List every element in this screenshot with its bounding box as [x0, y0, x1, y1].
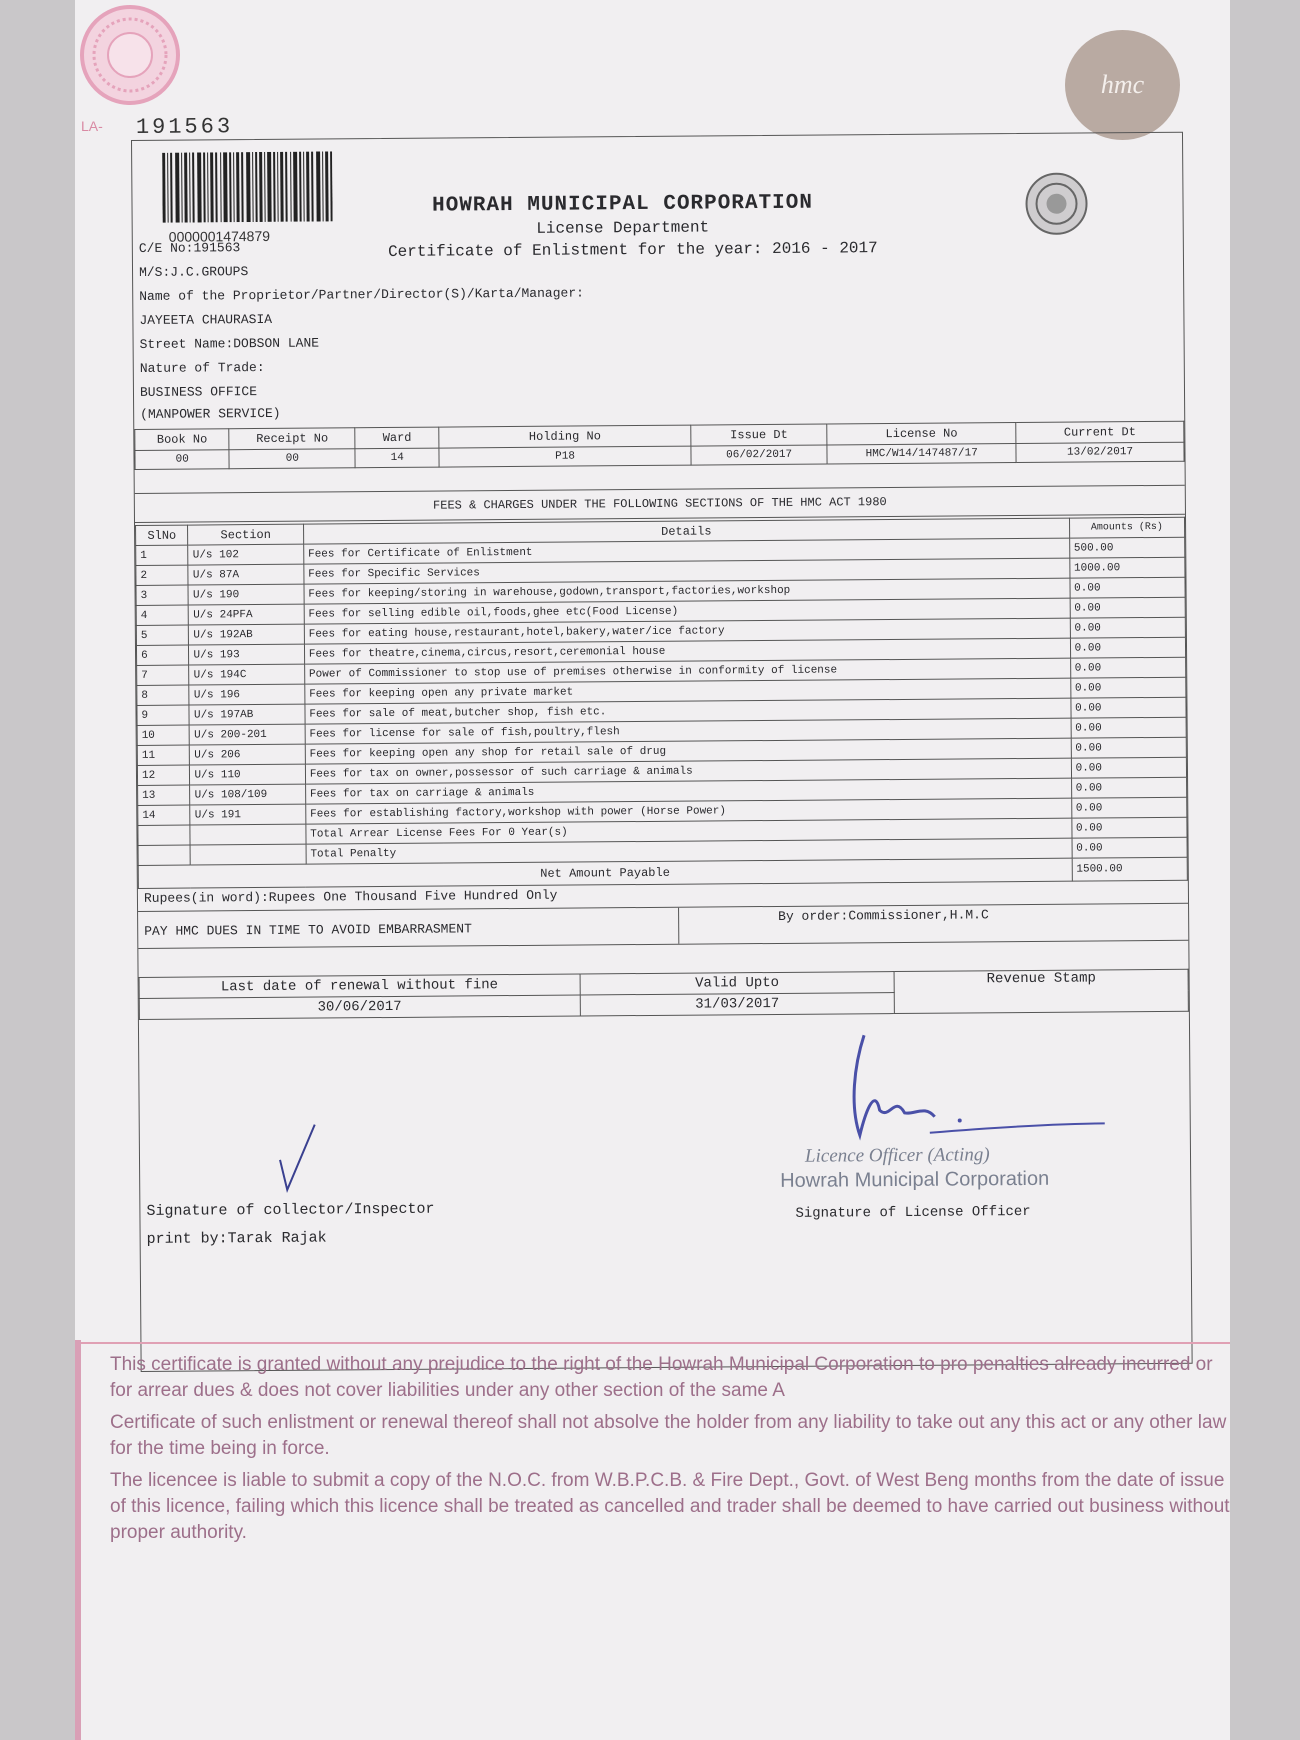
term-2: Certificate of such enlistment or renewal thereof shall not absolve the holder from any liability to take out any this act or any other law for the time being in force. — [110, 1412, 1227, 1459]
info-header: Ward — [355, 427, 439, 449]
corporation-emblem — [1024, 171, 1089, 236]
fee-details: Fees for keeping open any shop for retail sale of drug — [305, 738, 1071, 764]
terms-section — [110, 1352, 1230, 1552]
info-value: 00 — [135, 450, 230, 470]
info-header: Issue Dt — [691, 424, 828, 446]
collector-signature-label: Signature of collector/Inspector — [146, 1200, 435, 1220]
fees-header: Details — [303, 518, 1069, 544]
fee-amount: 500.00 — [1069, 537, 1185, 558]
fee-details: Fees for Specific Services — [304, 558, 1070, 584]
fee-sl: 3 — [136, 585, 189, 605]
fee-amount: 0.00 — [1070, 577, 1186, 598]
officer-signature — [834, 1023, 1135, 1155]
fees-header: SlNo — [136, 525, 189, 545]
fee-section: U/s 192AB — [189, 624, 305, 645]
fee-sl: 13 — [138, 785, 191, 805]
arrear-label: Total Arrear License Fees For 0 Year(s) — [306, 818, 1072, 844]
fee-section: U/s 191 — [190, 804, 306, 825]
fee-amount: 0.00 — [1071, 757, 1187, 778]
info-value: P18 — [439, 446, 691, 467]
fee-amount: 0.00 — [1071, 777, 1187, 798]
fee-amount: 0.00 — [1071, 717, 1187, 738]
penalty-label: Total Penalty — [306, 838, 1072, 864]
by-order: By order:Commissioner,H.M.C — [778, 907, 989, 924]
nature-line-1: BUSINESS OFFICE — [139, 384, 258, 400]
fees-header: Amounts (Rs) — [1069, 517, 1185, 538]
term-3: The licencee is liable to submit a copy of the N.O.C. from W.B.P.C.B. & Fire Dept., Govt. of West Beng months from the date of issue of this licence, failing which this licence shall be treated as cancelled and trader shall be deemed to have carried out business without proper authority. — [110, 1470, 1230, 1543]
fee-amount: 0.00 — [1070, 657, 1186, 678]
officer-signature-label: Signature of License Officer — [795, 1203, 1031, 1222]
serial-number: 191563 — [135, 114, 234, 140]
fee-section: U/s 190 — [188, 584, 304, 605]
officer-title: Licence Officer (Acting) — [804, 1144, 990, 1167]
fee-section: U/s 197AB — [189, 704, 305, 725]
barcode — [162, 151, 333, 222]
fees-caption: FEES & CHARGES UNDER THE FOLLOWING SECTIONS OF THE HMC ACT 1980 — [135, 485, 1185, 523]
info-value: 06/02/2017 — [691, 445, 828, 465]
fee-details: Fees for selling edible oil,foods,ghee etc(Food License) — [304, 598, 1070, 624]
fee-sl: 10 — [137, 725, 190, 745]
valid-upto-date: 31/03/2017 — [580, 993, 895, 1016]
fee-sl: 4 — [136, 605, 189, 625]
fee-sl: 12 — [137, 765, 190, 785]
fee-details: Fees for tax on owner,possessor of such carriage & animals — [305, 758, 1071, 784]
fee-sl: 6 — [136, 645, 189, 665]
fee-sl: 9 — [137, 705, 190, 725]
fee-sl: 14 — [138, 805, 191, 825]
fee-amount: 0.00 — [1071, 697, 1187, 718]
info-value: 13/02/2017 — [1016, 442, 1184, 462]
fee-details: Fees for keeping open any private market — [305, 678, 1071, 704]
fee-details: Power of Commissioner to stop use of premises otherwise in conformity of license — [304, 658, 1070, 684]
valid-upto-label: Valid Upto — [580, 972, 895, 995]
fee-amount: 0.00 — [1071, 797, 1187, 818]
certificate-frame — [131, 114, 1193, 1372]
certificate-paper — [75, 0, 1230, 1740]
pink-seal-stamp — [75, 0, 185, 110]
fee-section: U/s 24PFA — [189, 604, 305, 625]
fee-amount: 0.00 — [1070, 597, 1186, 618]
fee-amount: 1000.00 — [1069, 557, 1185, 578]
department-name: License Department — [536, 218, 710, 238]
collector-tick-mark — [265, 1120, 326, 1200]
proprietor-name: JAYEETA CHAURASIA — [139, 311, 273, 328]
info-value: 14 — [355, 448, 439, 468]
ce-number: C/E No:191563 — [138, 240, 241, 256]
proprietor-label: Name of the Proprietor/Partner/Director(S)/Karta/Manager: — [139, 285, 584, 304]
fees-table — [135, 517, 1188, 889]
fee-details: Fees for theatre,cinema,circus,resort,ceremonial house — [304, 638, 1070, 664]
corporation-title: HOWRAH MUNICIPAL CORPORATION — [432, 191, 814, 218]
nature-line-2: (MANPOWER SERVICE) — [140, 405, 281, 422]
fee-details: Fees for Certificate of Enlistment — [303, 538, 1069, 564]
fee-details: Fees for tax on carriage & animals — [305, 778, 1071, 804]
fee-details: Fees for sale of meat,butcher shop, fish etc. — [305, 698, 1071, 724]
hmc-logo: hmc — [1065, 30, 1180, 140]
fee-amount: 0.00 — [1070, 677, 1186, 698]
fee-sl: 5 — [136, 625, 189, 645]
firm-name: M/S:J.C.GROUPS — [138, 264, 249, 280]
info-header: License No — [827, 423, 1016, 445]
penalty-amount: 0.00 — [1072, 837, 1188, 858]
fee-details: Fees for keeping/storing in warehouse,godown,transport,factories,workshop — [304, 578, 1070, 604]
dues-notice: PAY HMC DUES IN TIME TO AVOID EMBARRASMENT — [144, 921, 472, 939]
notice-box — [138, 903, 1188, 949]
nature-label: Nature of Trade: — [139, 359, 265, 376]
street-name: Street Name:DOBSON LANE — [139, 335, 320, 352]
fee-sl: 2 — [136, 565, 189, 585]
fee-details: Fees for establishing factory,workshop with power (Horse Power) — [306, 798, 1072, 824]
fee-section: U/s 206 — [190, 744, 306, 765]
fee-amount: 0.00 — [1071, 737, 1187, 758]
info-header: Holding No — [439, 425, 691, 448]
fee-amount: 0.00 — [1070, 637, 1186, 658]
fee-section: U/s 108/109 — [190, 784, 306, 805]
fee-details: Fees for eating house,restaurant,hotel,bakery,water/ice factory — [304, 618, 1070, 644]
license-info-table — [134, 421, 1184, 470]
net-amount-value: 1500.00 — [1072, 857, 1188, 881]
fee-section: U/s 196 — [189, 684, 305, 705]
fee-sl: 7 — [137, 665, 190, 685]
fee-section: U/s 194C — [189, 664, 305, 685]
certificate-year: Certificate of Enlistment for the year: 2016 - 2017 — [387, 239, 878, 261]
fee-sl: 1 — [136, 545, 189, 565]
fee-details: Fees for license for sale of fish,poultry,flesh — [305, 718, 1071, 744]
info-value: HMC/W14/147487/17 — [827, 444, 1016, 464]
la-label: LA- — [81, 118, 103, 134]
fee-section: U/s 110 — [190, 764, 306, 785]
renewal-label: Last date of renewal without fine — [139, 974, 580, 998]
fee-section: U/s 87A — [188, 564, 304, 585]
info-header: Current Dt — [1016, 421, 1184, 443]
printed-by: print by:Tarak Rajak — [146, 1229, 327, 1248]
fee-sl: 8 — [137, 685, 190, 705]
fee-section: U/s 193 — [189, 644, 305, 665]
fee-amount: 0.00 — [1070, 617, 1186, 638]
amount-in-words: Rupees(in word):Rupees One Thousand Five Hundred Only — [143, 887, 558, 906]
barcode-number: 0000001474879 — [168, 227, 271, 245]
fees-header: Section — [188, 524, 304, 545]
info-header: Receipt No — [229, 428, 355, 450]
left-pink-bar — [75, 1340, 81, 1740]
net-amount-label: Net Amount Payable — [138, 858, 1072, 888]
fee-sl: 11 — [137, 745, 190, 765]
terms-divider — [75, 1342, 1230, 1344]
validity-table — [139, 969, 1189, 1020]
info-header: Book No — [135, 429, 230, 451]
fee-section: U/s 102 — [188, 544, 304, 565]
revenue-stamp-label: Revenue Stamp — [894, 969, 1188, 1013]
fee-section: U/s 200-201 — [190, 724, 306, 745]
info-value: 00 — [229, 449, 355, 469]
arrear-amount: 0.00 — [1071, 817, 1187, 838]
officer-org: Howrah Municipal Corporation — [780, 1167, 1050, 1192]
renewal-date: 30/06/2017 — [139, 995, 580, 1019]
term-1: This certificate is granted without any prejudice to the right of the Howrah Municipal Corporation to pro penalties already incurred or for arrear dues & does not cover liabilities under any other section of the same A — [110, 1354, 1213, 1401]
